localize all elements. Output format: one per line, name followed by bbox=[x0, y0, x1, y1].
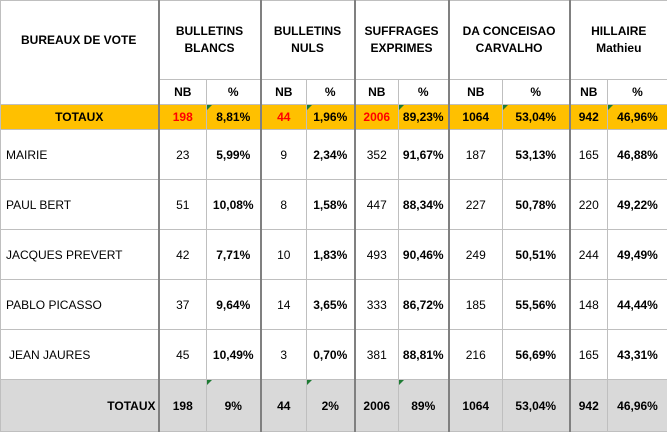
totals-bottom-cell: 198 bbox=[159, 380, 207, 432]
subheader-pct: % bbox=[307, 80, 355, 105]
bureaux-header: BUREAUX DE VOTE bbox=[1, 1, 159, 80]
table-cell: 244 bbox=[570, 230, 608, 280]
header-hillaire-mathieu: HILLAIRE Mathieu bbox=[570, 1, 667, 80]
table-cell: 7,71% bbox=[207, 230, 261, 280]
table-cell: 333 bbox=[355, 280, 399, 330]
subheader-pct: % bbox=[503, 80, 570, 105]
table-cell: 5,99% bbox=[207, 130, 261, 180]
header-bulletins-blancs: BULLETINS BLANCS bbox=[159, 1, 261, 80]
totals-top-cell: 1,96% bbox=[307, 105, 355, 130]
totals-bottom-cell: 89% bbox=[399, 380, 449, 432]
totals-bottom-label: TOTAUX bbox=[1, 380, 159, 432]
header-row bbox=[1, 1, 667, 80]
bureau-name: MAIRIE bbox=[1, 130, 159, 180]
subheader-blank bbox=[1, 80, 159, 105]
subheader-nb: NB bbox=[159, 80, 207, 105]
totals-bottom-cell: 942 bbox=[570, 380, 608, 432]
table-cell: 220 bbox=[570, 180, 608, 230]
table-cell: 46,88% bbox=[608, 130, 667, 180]
table-cell: 381 bbox=[355, 330, 399, 380]
totals-top-cell: 44 bbox=[261, 105, 307, 130]
bureau-name: PABLO PICASSO bbox=[1, 280, 159, 330]
header-da-conceisao-carvalho: DA CONCEISAO CARVALHO bbox=[449, 1, 570, 80]
table-cell: 49,22% bbox=[608, 180, 667, 230]
totals-top-label: TOTAUX bbox=[1, 105, 159, 130]
table-cell: 10,49% bbox=[207, 330, 261, 380]
totals-top-cell: 46,96% bbox=[608, 105, 667, 130]
totals-top-cell: 942 bbox=[570, 105, 608, 130]
subheader-pct: % bbox=[207, 80, 261, 105]
totals-bottom-cell: 9% bbox=[207, 380, 261, 432]
table-row bbox=[1, 230, 667, 280]
table-cell: 187 bbox=[449, 130, 503, 180]
table-cell: 3,65% bbox=[307, 280, 355, 330]
table-cell: 49,49% bbox=[608, 230, 667, 280]
subheader-pct: % bbox=[608, 80, 667, 105]
table-cell: 447 bbox=[355, 180, 399, 230]
table-cell: 165 bbox=[570, 130, 608, 180]
totals-bottom-cell: 2006 bbox=[355, 380, 399, 432]
totals-top-cell: 89,23% bbox=[399, 105, 449, 130]
table-cell: 165 bbox=[570, 330, 608, 380]
table-cell: 227 bbox=[449, 180, 503, 230]
table-cell: 90,46% bbox=[399, 230, 449, 280]
table-cell: 86,72% bbox=[399, 280, 449, 330]
totals-top-cell: 53,04% bbox=[503, 105, 570, 130]
table-cell: 10,08% bbox=[207, 180, 261, 230]
table-cell: 0,70% bbox=[307, 330, 355, 380]
table-cell: 8 bbox=[261, 180, 307, 230]
subheader-row bbox=[1, 80, 667, 105]
table-cell: 10 bbox=[261, 230, 307, 280]
table-cell: 51 bbox=[159, 180, 207, 230]
totals-top-cell: 1064 bbox=[449, 105, 503, 130]
table-cell: 249 bbox=[449, 230, 503, 280]
subheader-nb: NB bbox=[261, 80, 307, 105]
bureau-name: PAUL BERT bbox=[1, 180, 159, 230]
table-cell: 216 bbox=[449, 330, 503, 380]
subheader-nb: NB bbox=[449, 80, 503, 105]
table-cell: 56,69% bbox=[503, 330, 570, 380]
totals-top-cell: 198 bbox=[159, 105, 207, 130]
totals-row-bottom bbox=[1, 380, 667, 432]
totals-bottom-cell: 46,96% bbox=[608, 380, 667, 432]
table-cell: 50,51% bbox=[503, 230, 570, 280]
table-cell: 3 bbox=[261, 330, 307, 380]
table-cell: 50,78% bbox=[503, 180, 570, 230]
table-cell: 1,83% bbox=[307, 230, 355, 280]
table-cell: 1,58% bbox=[307, 180, 355, 230]
subheader-nb: NB bbox=[570, 80, 608, 105]
totals-top-cell: 2006 bbox=[355, 105, 399, 130]
header-bulletins-nuls: BULLETINS NULS bbox=[261, 1, 355, 80]
table-cell: 493 bbox=[355, 230, 399, 280]
table-cell: 55,56% bbox=[503, 280, 570, 330]
table-cell: 45 bbox=[159, 330, 207, 380]
table-cell: 9,64% bbox=[207, 280, 261, 330]
table-cell: 37 bbox=[159, 280, 207, 330]
table-row bbox=[1, 330, 667, 380]
table-cell: 43,31% bbox=[608, 330, 667, 380]
table-cell: 88,81% bbox=[399, 330, 449, 380]
subheader-pct: % bbox=[399, 80, 449, 105]
table-cell: 185 bbox=[449, 280, 503, 330]
table-cell: 88,34% bbox=[399, 180, 449, 230]
table-cell: 9 bbox=[261, 130, 307, 180]
totals-row-top bbox=[1, 105, 667, 130]
table-row bbox=[1, 180, 667, 230]
totals-bottom-cell: 53,04% bbox=[503, 380, 570, 432]
subheader-nb: NB bbox=[355, 80, 399, 105]
table-cell: 148 bbox=[570, 280, 608, 330]
totals-top-cell: 8,81% bbox=[207, 105, 261, 130]
bureau-name: JEAN JAURES bbox=[1, 330, 159, 380]
table-cell: 2,34% bbox=[307, 130, 355, 180]
table-cell: 42 bbox=[159, 230, 207, 280]
table-cell: 44,44% bbox=[608, 280, 667, 330]
table-cell: 352 bbox=[355, 130, 399, 180]
bureau-name: JACQUES PREVERT bbox=[1, 230, 159, 280]
totals-bottom-cell: 44 bbox=[261, 380, 307, 432]
table-row bbox=[1, 280, 667, 330]
header-suffrages-exprimes: SUFFRAGES EXPRIMES bbox=[355, 1, 449, 80]
table-cell: 91,67% bbox=[399, 130, 449, 180]
table-cell: 23 bbox=[159, 130, 207, 180]
table-row bbox=[1, 130, 667, 180]
totals-bottom-cell: 2% bbox=[307, 380, 355, 432]
table-cell: 14 bbox=[261, 280, 307, 330]
table-cell: 53,13% bbox=[503, 130, 570, 180]
totals-bottom-cell: 1064 bbox=[449, 380, 503, 432]
